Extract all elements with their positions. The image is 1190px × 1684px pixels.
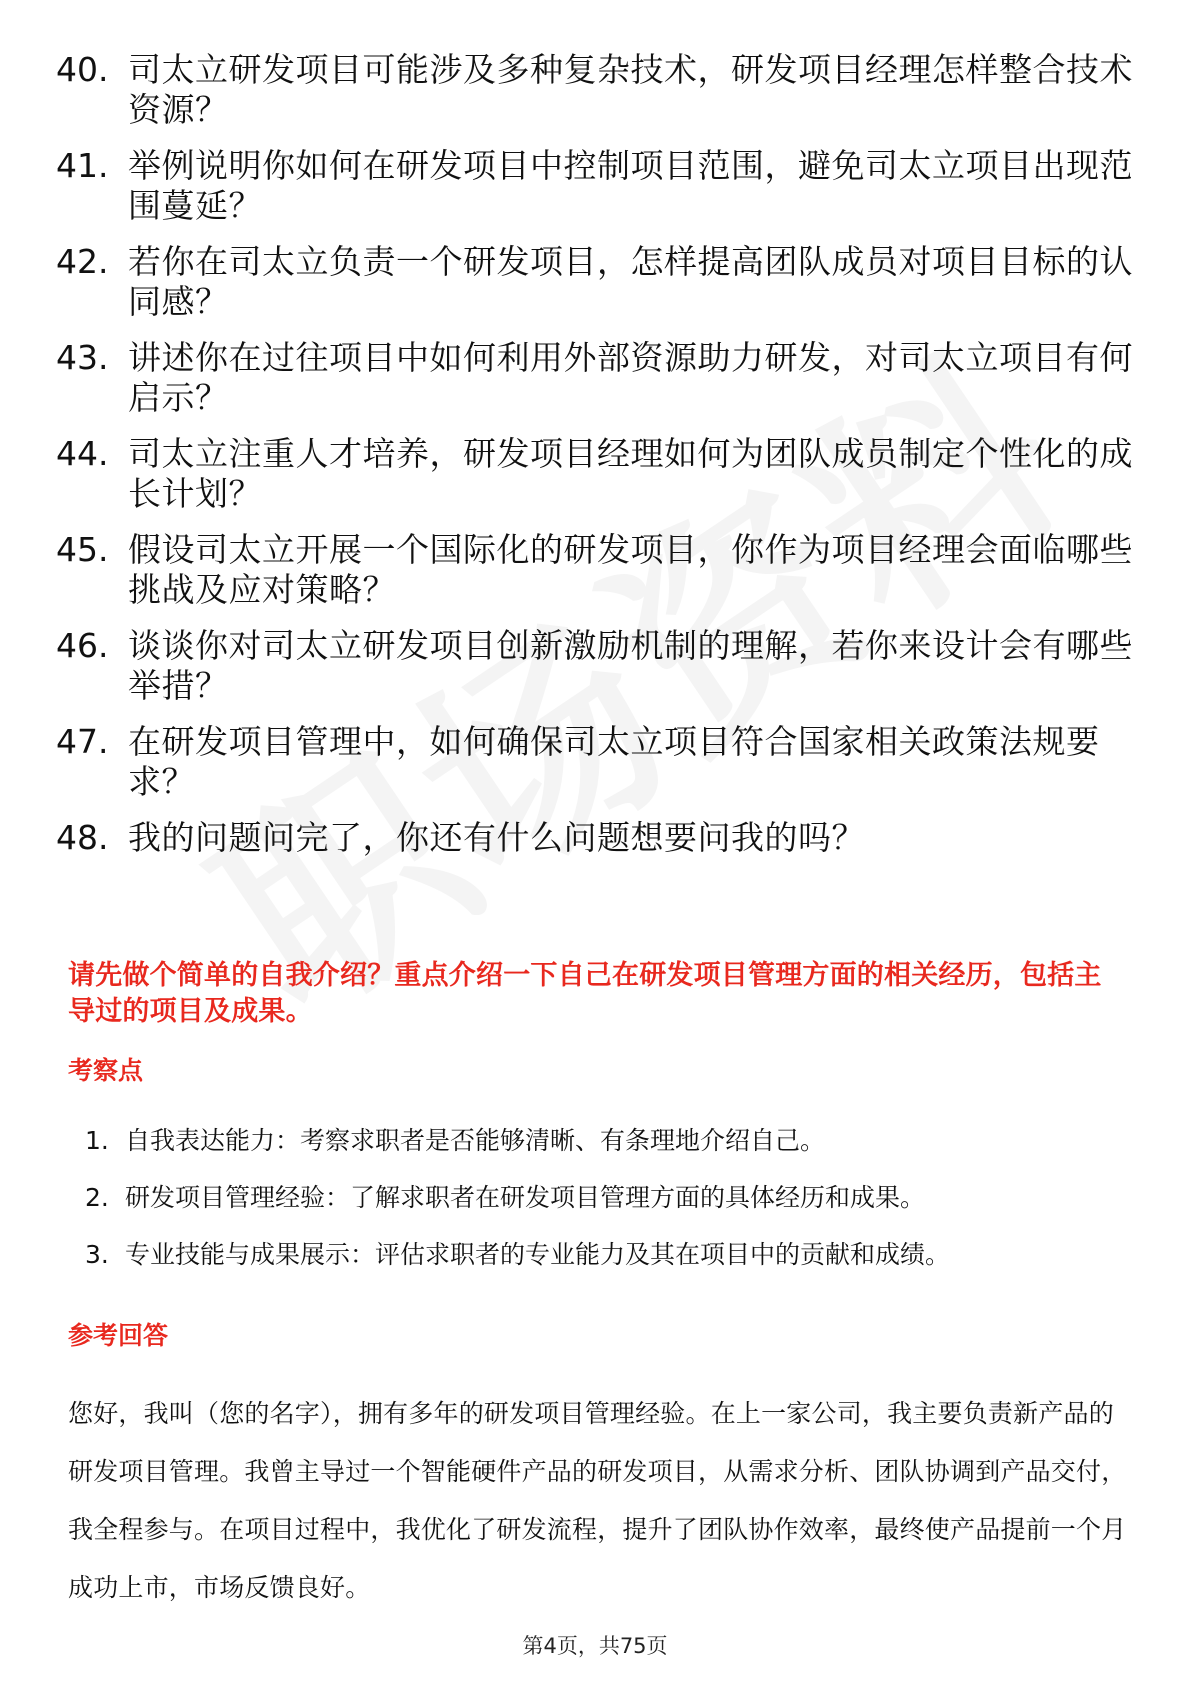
section-title-reference-answer: 参考回答: [68, 1321, 169, 1350]
section-title-examination-points: 考察点: [68, 1056, 144, 1085]
question-item: [56, 626, 1136, 706]
question-number: 43.: [56, 338, 109, 377]
examination-point: [85, 1182, 1125, 1214]
question-item: [56, 242, 1136, 322]
question-item: [56, 530, 1136, 610]
question-list: [56, 50, 1136, 874]
question-text: 在研发项目管理中，如何确保司太立项目符合国家相关政策法规要求？: [128, 722, 1100, 801]
question-item: [56, 338, 1136, 418]
question-number: 44.: [56, 434, 109, 473]
examination-point: [85, 1239, 1125, 1271]
point-text: 自我表达能力：考察求职者是否能够清晰、有条理地介绍自己。: [125, 1126, 826, 1155]
question-number: 41.: [56, 146, 109, 185]
question-item: [56, 434, 1136, 514]
question-number: 42.: [56, 242, 109, 281]
question-text: 若你在司太立负责一个研发项目，怎样提高团队成员对项目目标的认同感？: [128, 242, 1133, 321]
examination-point: [85, 1125, 1125, 1157]
question-number: 40.: [56, 50, 109, 89]
question-number: 47.: [56, 722, 109, 761]
question-number: 48.: [56, 818, 109, 857]
question-text: 举例说明你如何在研发项目中控制项目范围，避免司太立项目出现范围蔓延？: [128, 146, 1133, 225]
question-text: 谈谈你对司太立研发项目创新激励机制的理解，若你来设计会有哪些举措？: [128, 626, 1133, 705]
page-footer: 第4页，共75页: [522, 1634, 668, 1658]
question-number: 46.: [56, 626, 109, 665]
question-item: [56, 50, 1136, 130]
point-number: 3.: [85, 1240, 109, 1269]
question-text: 司太立注重人才培养，研发项目经理如何为团队成员制定个性化的成长计划？: [128, 434, 1133, 513]
question-text: 司太立研发项目可能涉及多种复杂技术，研发项目经理怎样整合技术资源？: [128, 50, 1133, 129]
featured-question: 请先做个简单的自我介绍？重点介绍一下自己在研发项目管理方面的相关经历，包括主导过的项目及成果。: [68, 960, 1102, 1027]
question-item: [56, 818, 1136, 858]
question-text: 我的问题问完了，你还有什么问题想要问我的吗？: [128, 818, 865, 857]
question-item: [56, 722, 1136, 802]
point-text: 专业技能与成果展示：评估求职者的专业能力及其在项目中的贡献和成绩。: [125, 1240, 951, 1269]
question-item: [56, 146, 1136, 226]
reference-answer-text: 您好，我叫（您的名字），拥有多年的研发项目管理经验。在上一家公司，我主要负责新产品的研发项目管理。我曾主导过一个智能硬件产品的研发项目，从需求分析、团队协调到产品交付，我全程参与。在项目过程中，我优化了研发流程，提升了团队协作效率，最终使产品提前一个月成功上市，市场反馈良好。: [68, 1399, 1127, 1602]
point-number: 2.: [85, 1183, 109, 1212]
point-text: 研发项目管理经验：了解求职者在研发项目管理方面的具体经历和成果。: [125, 1183, 926, 1212]
point-number: 1.: [85, 1126, 109, 1155]
question-text: 假设司太立开展一个国际化的研发项目，你作为项目经理会面临哪些挑战及应对策略？: [128, 530, 1133, 609]
question-number: 45.: [56, 530, 109, 569]
examination-point-list: [85, 1125, 1125, 1296]
question-text: 讲述你在过往项目中如何利用外部资源助力研发，对司太立项目有何启示？: [128, 338, 1133, 417]
